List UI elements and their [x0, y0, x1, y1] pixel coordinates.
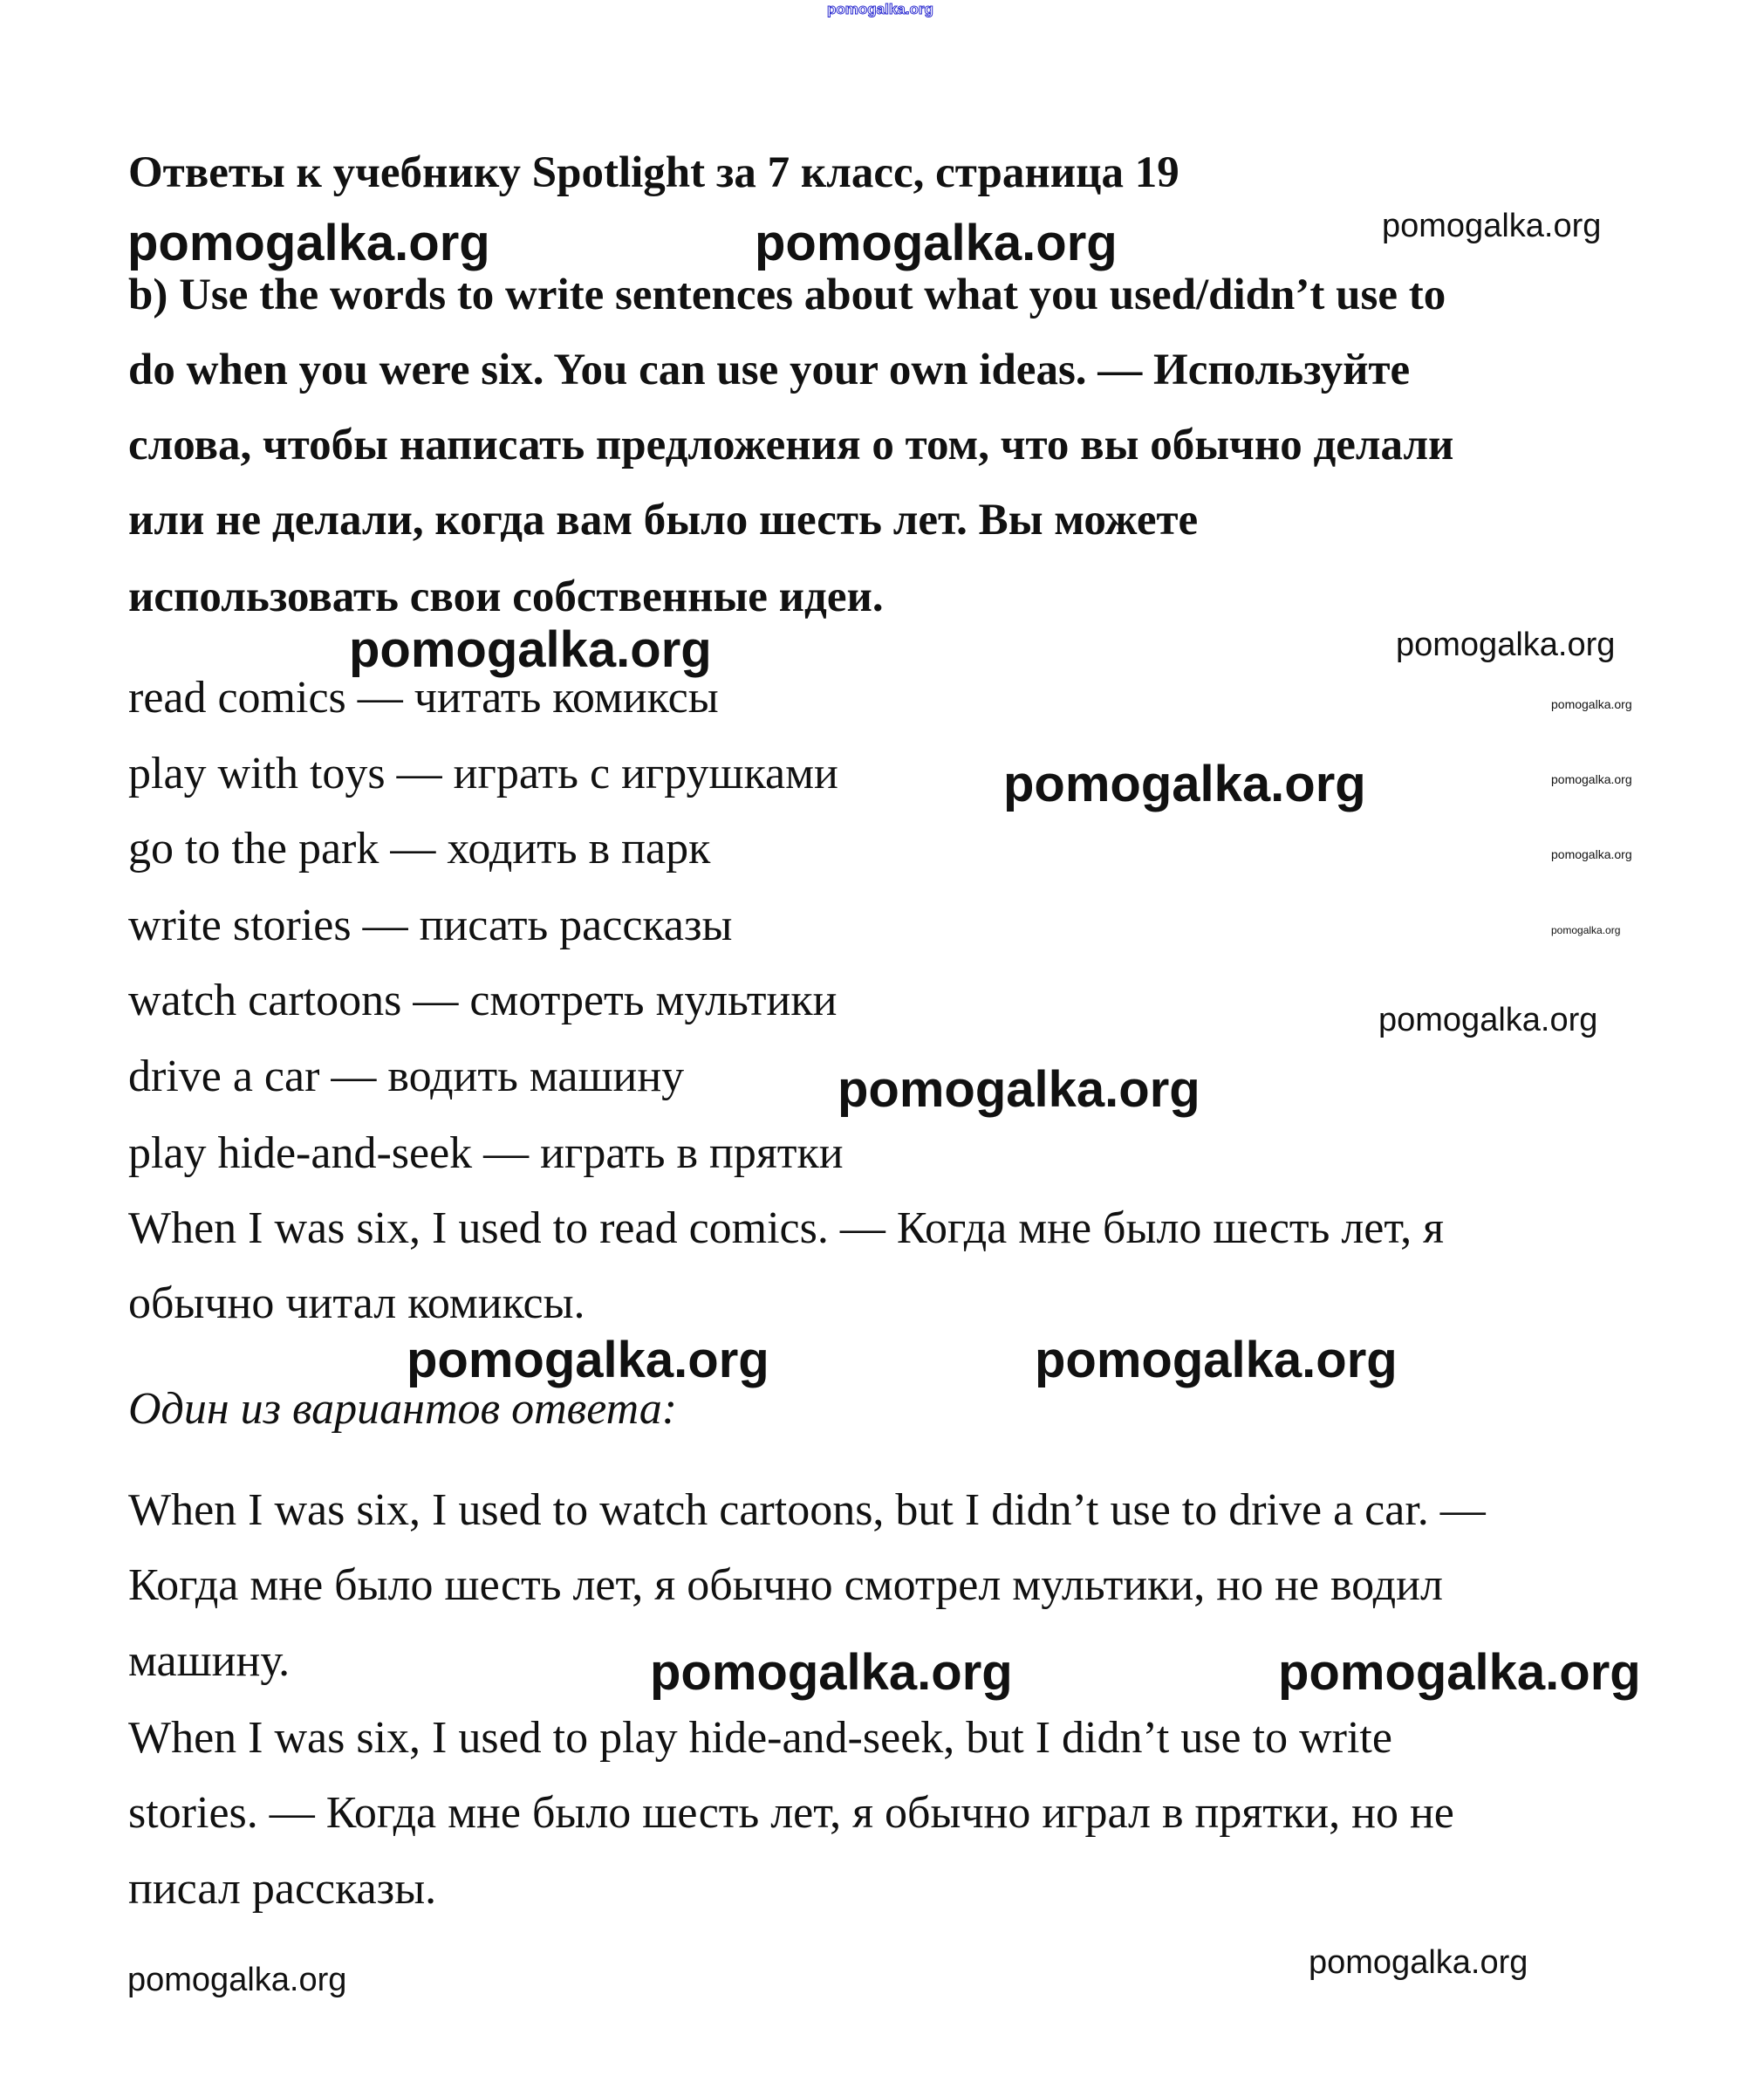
- watermark: pomogalka.org: [1003, 756, 1366, 812]
- example-line: When I was six, I used to read comics. — Когда мне было шесть лет, я: [128, 1203, 1445, 1253]
- watermark: pomogalka.org: [1551, 697, 1632, 711]
- watermark: pomogalka.org: [1551, 924, 1621, 936]
- watermark: pomogalka.org: [827, 1, 933, 17]
- watermark: pomogalka.org: [838, 1061, 1200, 1118]
- watermark: pomogalka.org: [1551, 772, 1632, 786]
- vocabulary-item: write stories — писать рассказы: [128, 901, 733, 950]
- vocabulary-item: play with toys — играть с игрушками: [128, 749, 838, 798]
- answer-line: Когда мне было шесть лет, я обычно смотрел мультики, но не водил: [128, 1560, 1443, 1610]
- watermark: pomogalka.org: [1309, 1944, 1528, 1981]
- watermark: pomogalka.org: [1378, 1002, 1598, 1038]
- task-line: слова, чтобы написать предложения о том, что вы обычно делали: [128, 421, 1454, 469]
- watermark: pomogalka.org: [1035, 1332, 1398, 1388]
- answer-line: When I was six, I used to play hide-and-seek, but I didn’t use to write: [128, 1713, 1392, 1763]
- watermark: pomogalka.org: [1278, 1644, 1641, 1701]
- task-line: использовать свои собственные идеи.: [128, 572, 884, 621]
- watermark: pomogalka.org: [127, 1962, 347, 1998]
- watermark: pomogalka.org: [127, 215, 490, 271]
- task-line: do when you were six. You can use your own ideas. — Используйте: [128, 346, 1411, 394]
- answer-line: stories. — Когда мне было шесть лет, я обычно играл в прятки, но не: [128, 1788, 1454, 1838]
- vocabulary-item: read comics — читать комиксы: [128, 673, 719, 723]
- vocabulary-item: drive a car — водить машину: [128, 1052, 685, 1101]
- task-line: или не делали, когда вам было шесть лет. Вы можете: [128, 496, 1199, 545]
- answer-label: Один из вариантов ответа:: [128, 1384, 678, 1434]
- answer-line: When I was six, I used to watch cartoons, but I didn’t use to drive a car. —: [128, 1485, 1486, 1535]
- vocabulary-item: go to the park — ходить в парк: [128, 824, 711, 874]
- answer-line: писал рассказы.: [128, 1864, 437, 1914]
- watermark: pomogalka.org: [1382, 208, 1602, 244]
- watermark: pomogalka.org: [1551, 847, 1632, 861]
- task-line: b) Use the words to write sentences about what you used/didn’t use to: [128, 271, 1446, 319]
- answer-line: машину.: [128, 1636, 291, 1686]
- vocabulary-item: play hide-and-seek — играть в прятки: [128, 1128, 844, 1178]
- watermark: pomogalka.org: [650, 1644, 1013, 1701]
- watermark: pomogalka.org: [1396, 627, 1616, 663]
- page-title: Ответы к учебнику Spotlight за 7 класс, страница 19: [128, 148, 1179, 197]
- example-line: обычно читал комиксы.: [128, 1278, 585, 1328]
- watermark: pomogalka.org: [407, 1332, 769, 1388]
- watermark: pomogalka.org: [349, 621, 712, 678]
- vocabulary-item: watch cartoons — смотреть мультики: [128, 976, 838, 1025]
- watermark: pomogalka.org: [755, 215, 1118, 271]
